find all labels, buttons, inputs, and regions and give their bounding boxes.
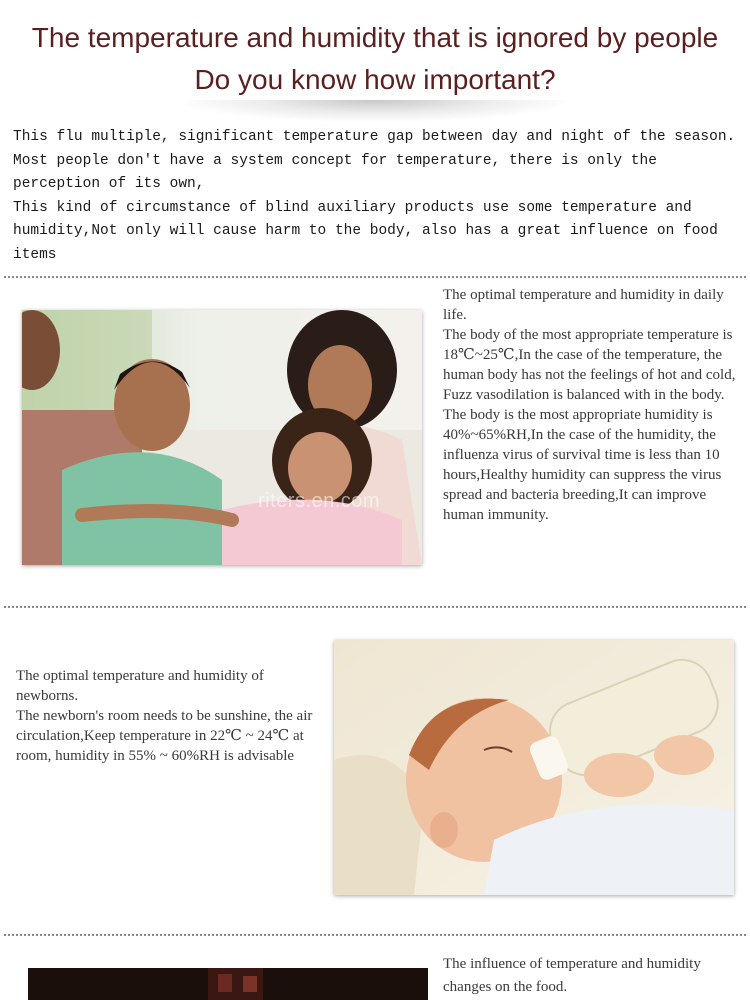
daily-life-line: The optimal temperature and humidity in daily life. bbox=[443, 287, 724, 323]
watermark: riters.en.com bbox=[258, 490, 381, 512]
newborn-line: The newborn's room needs to be sunshine, the air circulation,Keep temperature in 22℃ ~ 24℃ at room, humidity in 55% ~ 60%RH is advisable bbox=[16, 708, 313, 764]
family-photo-illustration bbox=[22, 310, 422, 565]
intro-line: Most people don't have a system concept for temperature, there is only the perception of its own, bbox=[13, 152, 657, 192]
daily-life-text bbox=[443, 285, 748, 525]
headline-line-2: Do you know how important? bbox=[194, 64, 556, 95]
headline-line-1: The temperature and humidity that is ignored by people bbox=[31, 22, 719, 53]
newborn-text bbox=[16, 666, 322, 766]
dotted-divider bbox=[4, 276, 746, 278]
intro-paragraph bbox=[13, 126, 748, 267]
intro-line: This kind of circumstance of blind auxiliary products use some temperature and humidity,Not only will cause harm to the body, also has a great influence on food items bbox=[13, 199, 718, 263]
family-photo bbox=[22, 310, 422, 565]
food-photo-illustration bbox=[28, 968, 428, 1000]
dotted-divider bbox=[4, 606, 746, 608]
daily-life-line: The body of the most appropriate temperature is 18℃~25℃,In the case of the temperature, the human body has not the feelings of hot and cold, Fuzz vasodilation is balanced with in the body. bbox=[443, 327, 736, 403]
food-text bbox=[443, 953, 748, 999]
intro-line: This flu multiple, significant temperature gap between day and night of the season. bbox=[13, 129, 736, 145]
headline-shadow-divider bbox=[180, 100, 570, 122]
dotted-divider bbox=[4, 934, 746, 936]
food-photo bbox=[28, 968, 428, 1000]
baby-photo-illustration bbox=[334, 640, 734, 895]
baby-photo bbox=[334, 640, 734, 895]
daily-life-line: The body is the most appropriate humidity is 40%~65%RH,In the case of the humidity, the influenza virus of survival time is less than 10 hours,Healthy humidity can suppress the virus spread and bacteria breeding,It can improve human immunity. bbox=[443, 407, 722, 523]
newborn-line: The optimal temperature and humidity of newborns. bbox=[16, 668, 264, 704]
food-line: The influence of temperature and humidity changes on the food. bbox=[443, 956, 701, 995]
